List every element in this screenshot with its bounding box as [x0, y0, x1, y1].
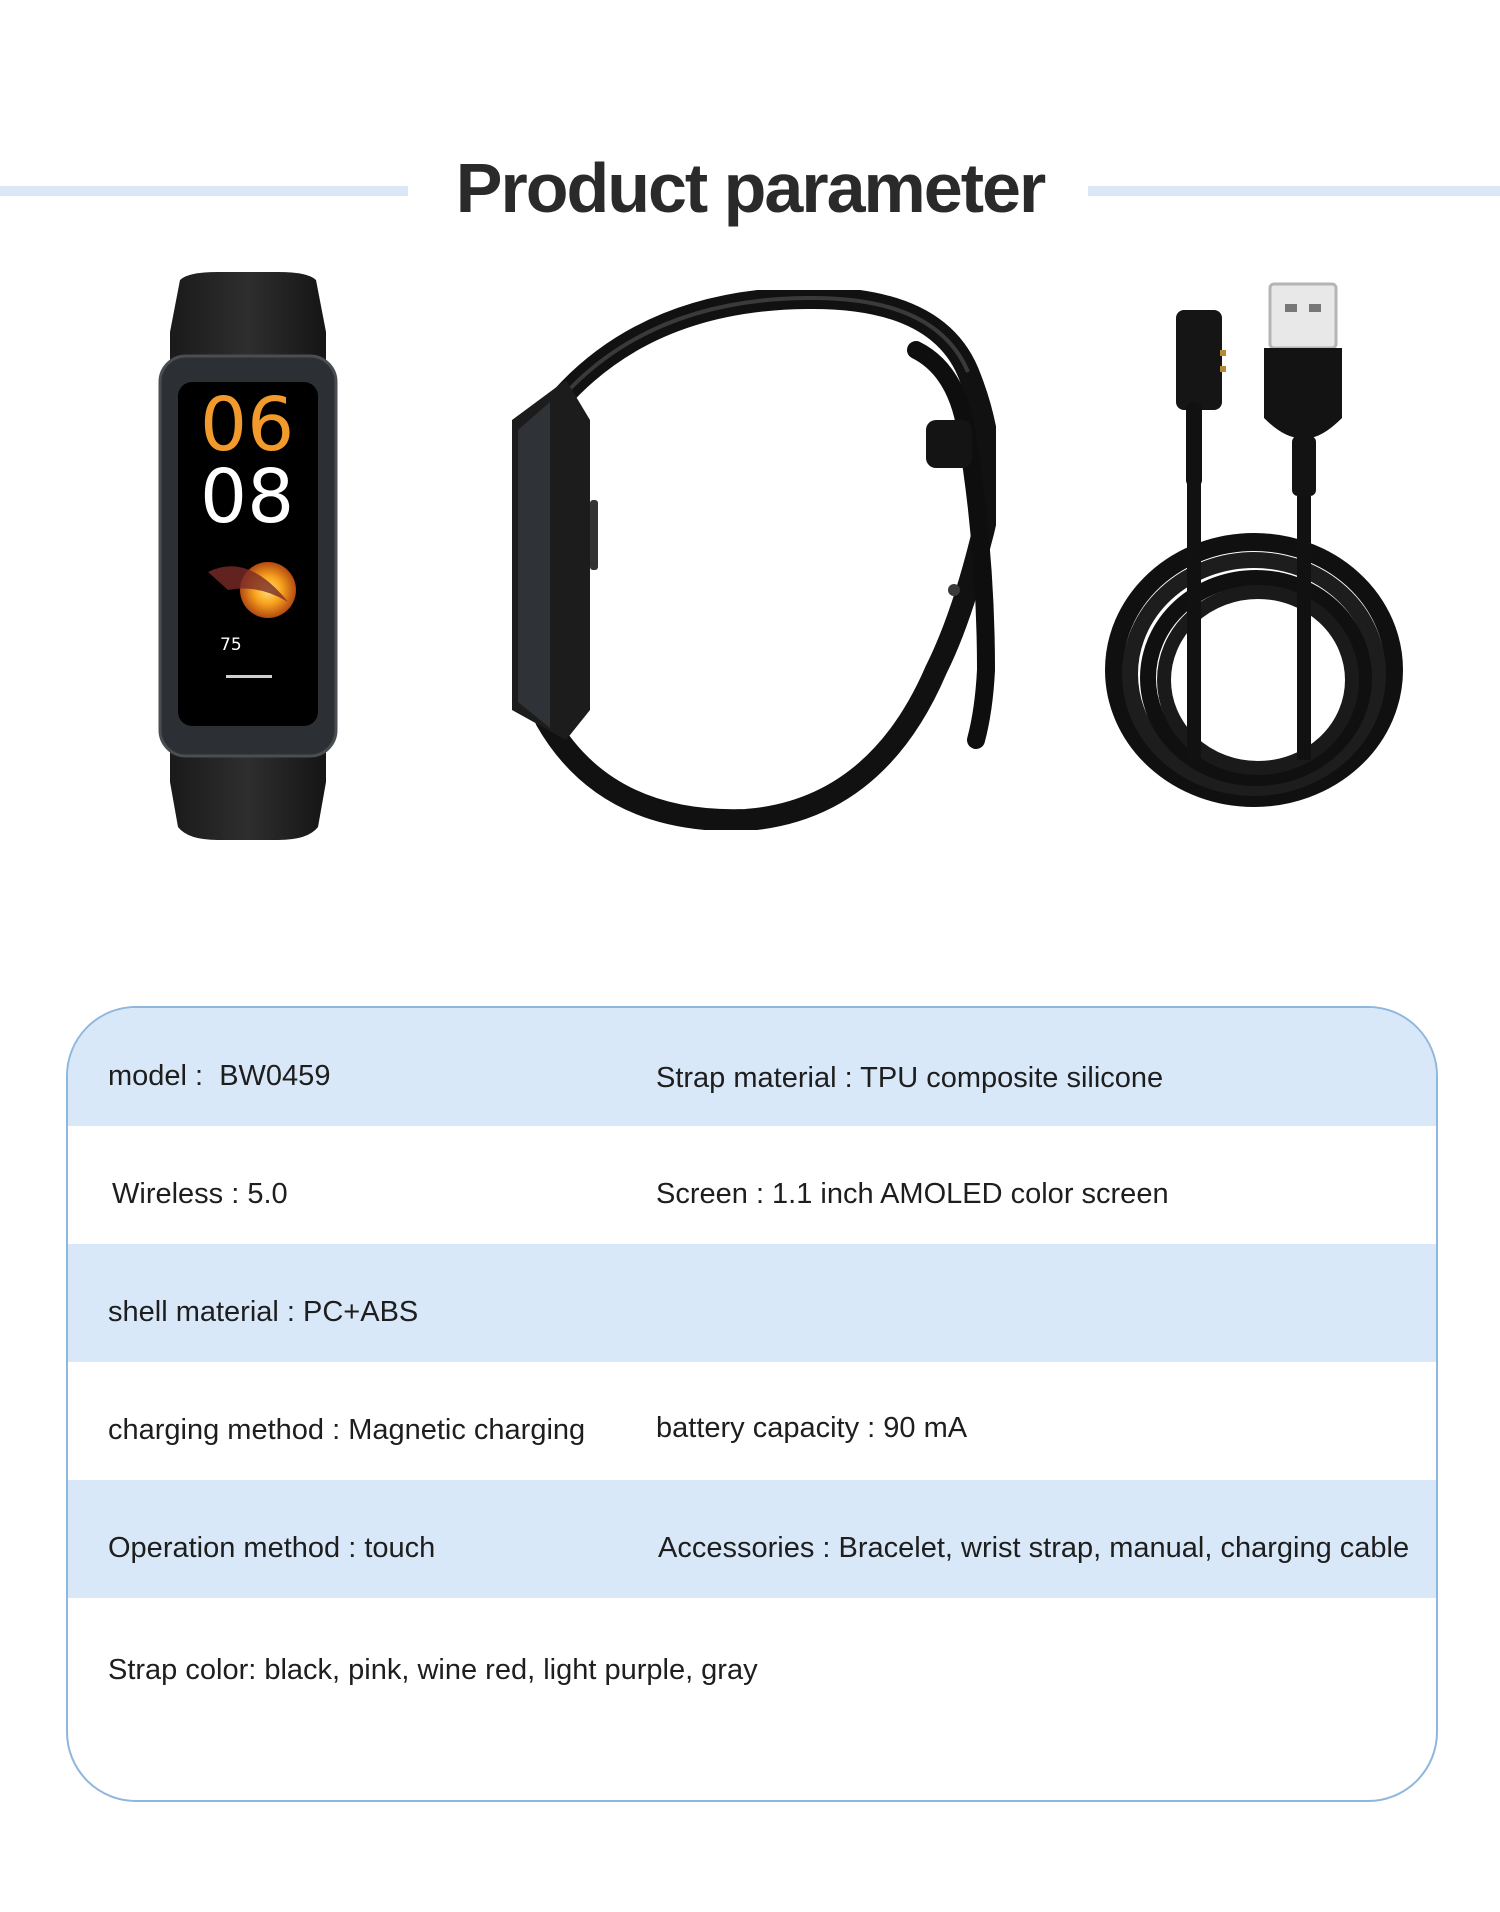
screen-value: 75	[220, 635, 242, 655]
page-title: Product parameter	[455, 149, 1045, 227]
spec-row	[68, 1480, 1436, 1598]
spec-row	[68, 1126, 1436, 1244]
spec-strap-color: Strap color: black, pink, wine red, light purple, gray	[108, 1654, 758, 1686]
spec-row	[68, 1008, 1436, 1126]
spec-table	[66, 1006, 1438, 1802]
screen-hour: 06	[200, 382, 295, 468]
spec-wireless: Wireless : 5.0	[112, 1178, 288, 1210]
spec-accessories: Accessories : Bracelet, wrist strap, manual, charging cable	[658, 1532, 1410, 1564]
spec-row	[68, 1598, 1436, 1716]
spec-row	[68, 1244, 1436, 1362]
title-decor-line-right	[1088, 186, 1500, 196]
smart-band-side-image	[506, 290, 996, 830]
screen-minute: 08	[200, 454, 295, 540]
spec-shell-material: shell material : PC+ABS	[108, 1296, 419, 1328]
smart-band-front-image	[158, 272, 338, 840]
spec-model: model : BW0459	[108, 1060, 331, 1092]
spec-screen: Screen : 1.1 inch AMOLED color screen	[656, 1178, 1169, 1210]
spec-strap-material: Strap material : TPU composite silicone	[656, 1062, 1164, 1094]
spec-battery-capacity: battery capacity : 90 mA	[656, 1412, 968, 1444]
spec-operation-method: Operation method : touch	[108, 1532, 436, 1564]
spec-row	[68, 1362, 1436, 1480]
charging-cable-image	[1090, 280, 1420, 840]
spec-charging-method: charging method : Magnetic charging	[108, 1414, 586, 1446]
